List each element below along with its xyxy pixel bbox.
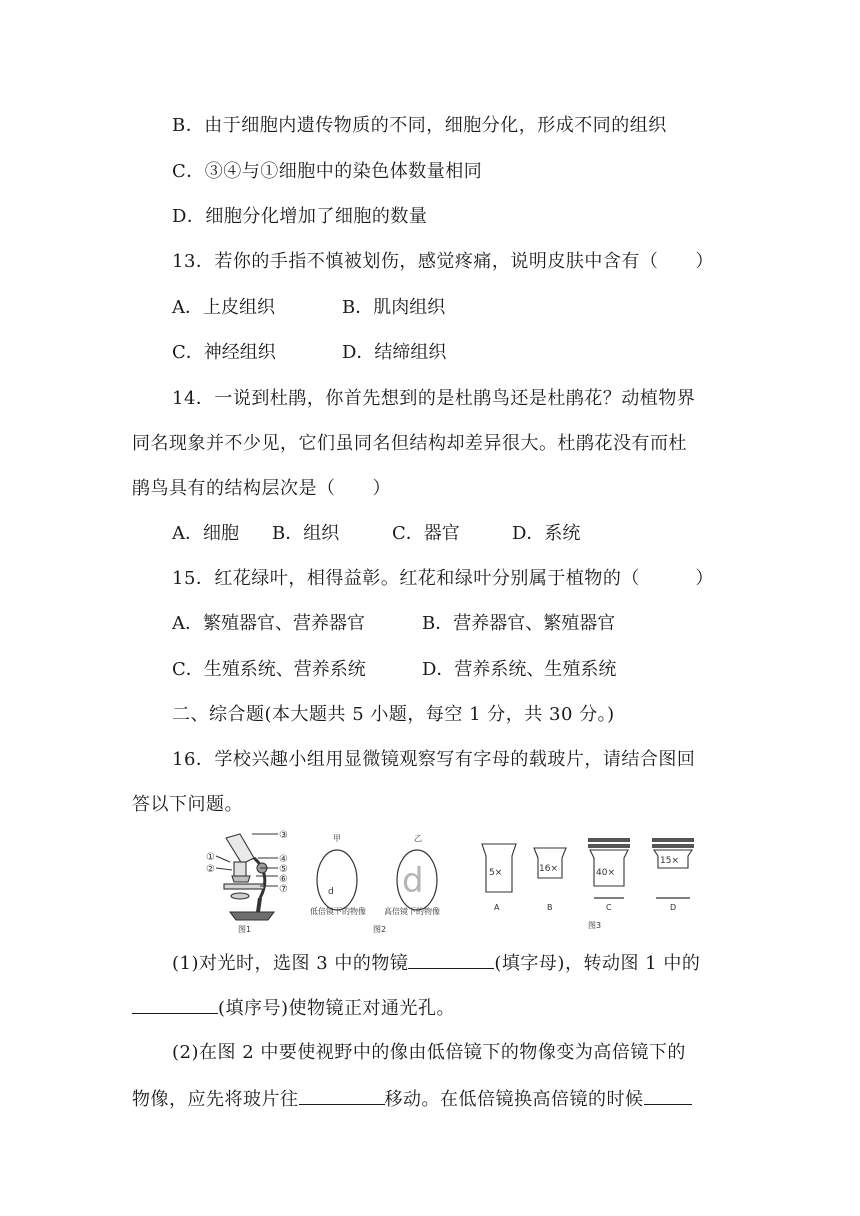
objective-lens-a [482,844,516,912]
fig1-label-1: ① [206,852,215,863]
q16-stem-line-1: 16．学校兴趣小组用显微镜观察写有字母的载玻片，请结合图回 [172,749,696,770]
fig2-low-caption: 低倍镜下的物像 [310,907,366,916]
fig3-caption: 图3 [588,921,602,930]
q14-stem-line-3: 鹃鸟具有的结构层次是（ ） [132,478,391,499]
q14-option-c: C．器官 [392,523,460,544]
fig2-caption: 图2 [373,925,387,934]
fig2-high-letter: d [402,861,424,901]
lens-c-letter: C [606,903,612,912]
fig1-label-3: ③ [279,830,288,841]
fig2-high-caption: 高倍镜下的物像 [384,907,440,916]
fig1-label-6: ⑥ [279,874,288,885]
low-power-view [317,850,357,910]
q16-sub1-text-b: (填字母)，转动图 1 中的 [494,953,701,974]
fig2-jia-label: 甲 [333,834,341,843]
q15-option-c: C．生殖系统、营养系统 [172,659,366,680]
q14-stem-line-1: 14．一说到杜鹃，你首先想到的是杜鹃鸟还是杜鹃花？动植物界 [172,388,696,409]
lens-d-mag: 15× [660,856,679,866]
fig1-label-5: ⑤ [279,864,288,875]
fig2-low-letter: d [328,887,334,897]
section-2-heading: 二、综合题(本大题共 5 小题，每空 1 分，共 30 分。) [172,704,615,725]
objective-lens-d [652,838,694,912]
q16-sub1-line-2 [132,995,455,1021]
lens-d-letter: D [670,903,677,912]
q12-option-d: D．细胞分化增加了细胞的数量 [172,206,428,227]
q14-option-d: D．系统 [512,523,581,544]
lens-a-letter: A [494,903,500,912]
q16-sub1-line-1 [172,950,700,976]
q13-option-d: D．结缔组织 [342,342,447,363]
q13-option-c: C．神经组织 [172,342,276,363]
q15-stem: 15．红花绿叶，相得益彰。红花和绿叶分别属于植物的（ ） [172,568,714,589]
q13-option-a: A．上皮组织 [172,297,275,318]
q12-option-c: C．③④与①细胞中的染色体数量相同 [172,161,483,182]
q16-sub2-line-2 [132,1086,692,1112]
fig1-label-7: ⑦ [279,884,288,895]
q13-option-b: B．肌肉组织 [342,297,446,318]
lens-b-letter: B [547,903,553,912]
q16-sub2-text-a: 物像，应先将玻片往 [132,1089,299,1110]
q14-option-b: B．组织 [272,523,340,544]
answer-blank-direction[interactable] [299,1086,385,1105]
fig2-yi-label: 乙 [414,834,422,843]
answer-blank-next[interactable] [644,1086,692,1105]
q16-sub1-text-c: (填序号)使物镜正对通光孔。 [218,998,456,1019]
lens-c-mag: 40× [596,868,615,878]
q13-stem: 13．若你的手指不慎被划伤，感觉疼痛，说明皮肤中含有（ ） [172,251,714,272]
lens-b-mag: 16× [539,864,558,874]
q14-stem-line-2: 同名现象并不少见，它们虽同名但结构却差异很大。杜鹃花没有而杜 [132,433,687,454]
answer-blank-objective[interactable] [408,950,494,969]
q12-option-b: B．由于细胞内遗传物质的不同，细胞分化，形成不同的组织 [172,115,667,136]
fig1-label-2: ② [206,864,215,875]
answer-blank-part-number[interactable] [132,995,218,1014]
q16-sub2-text-b: 移动。在低倍镜换高倍镜的时候 [384,1089,644,1110]
objective-lens-b [534,848,566,912]
q16-stem-line-2: 答以下问题。 [132,794,243,815]
q14-option-a: A．细胞 [172,523,239,544]
q15-option-d: D．营养系统、生殖系统 [422,659,617,680]
microscope-drawing [216,834,278,920]
q15-option-a: A．繁殖器官、营养器官 [172,613,365,634]
fig1-label-4: ④ [279,854,288,865]
q16-sub1-text-a: (1)对光时，选图 3 中的物镜 [172,953,409,974]
lens-a-mag: 5× [489,868,503,878]
q15-option-b: B．营养器官、繁殖器官 [422,613,616,634]
q16-sub2-line-1: (2)在图 2 中要使视野中的像由低倍镜下的物像变为高倍镜下的 [172,1042,686,1063]
objective-lens-c [588,838,630,912]
fig1-caption: 图1 [238,925,252,934]
microscope-figure [196,828,696,936]
